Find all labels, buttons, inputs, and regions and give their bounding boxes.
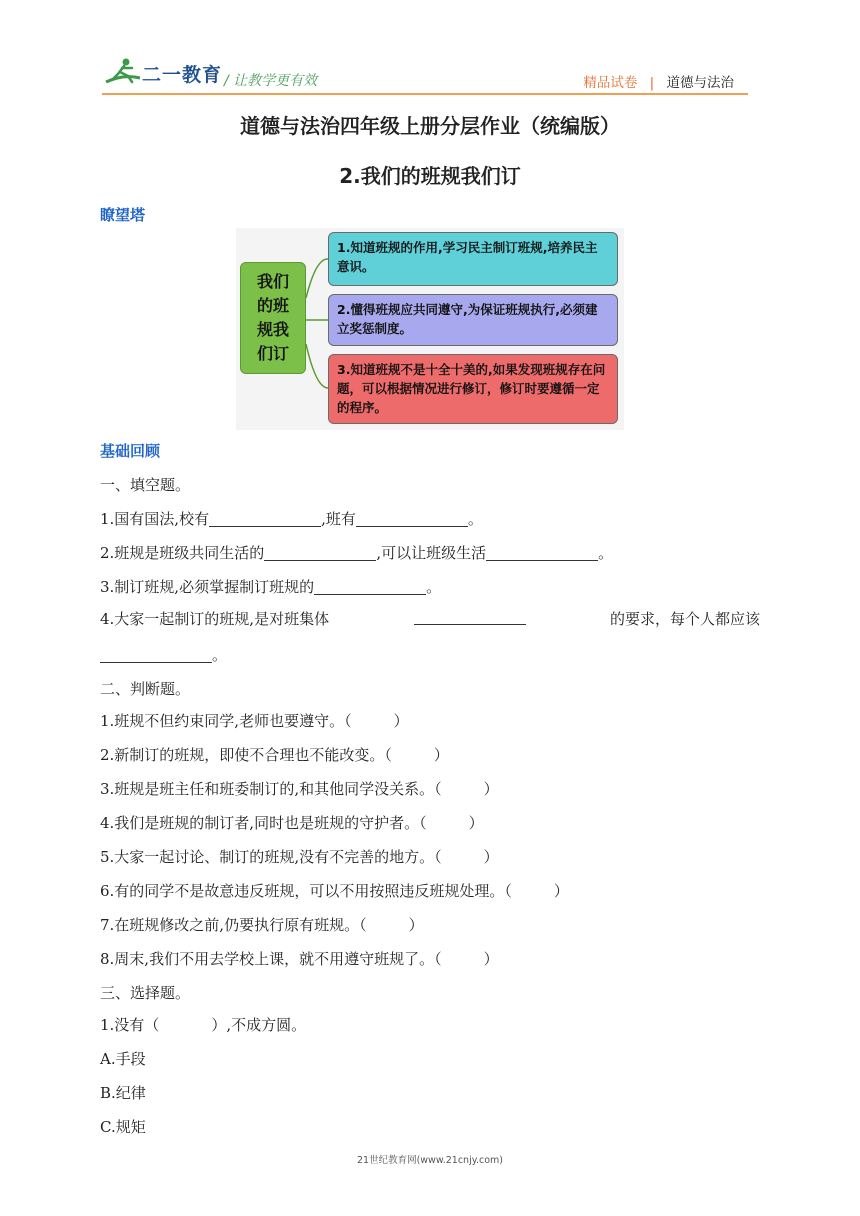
fill-q1-blank-2[interactable]: [356, 510, 468, 527]
choice-heading: 三、选择题。: [100, 984, 191, 1002]
judge-paren-open: （: [434, 950, 442, 968]
fill-q4-text-b: 的要求，每个人都应该: [609, 610, 760, 628]
fill-q1-text-a: 1.国有国法,校有: [100, 510, 210, 528]
choice-option-a[interactable]: A.手段: [100, 1050, 146, 1068]
judge-paren-open: （: [504, 882, 512, 900]
judge-paren-close: ）: [433, 746, 449, 764]
judge-item: [100, 846, 499, 867]
fill-q1-text-c: 。: [467, 510, 483, 528]
judge-item: [100, 948, 499, 969]
judge-item-text: 8.周末,我们不用去学校上课，就不用遵守班规了。: [100, 950, 435, 968]
judge-paren-open: （: [434, 780, 442, 798]
fill-q1-text-b: ,班有: [321, 510, 356, 528]
fill-q1-blank-1[interactable]: [209, 510, 321, 527]
mindmap-item-1: 1.知道班规的作用,学习民主制订班规,培养民主意识。: [328, 232, 618, 286]
header-slogan: / 让教学更有效: [224, 73, 318, 89]
fill-heading: 一、填空题。: [100, 476, 191, 494]
fill-q2-blank-2[interactable]: [486, 544, 598, 561]
choice-q1-text-a: 1.没有（: [100, 1016, 160, 1034]
mindmap: [236, 228, 624, 430]
section-lookout: 瞭望塔: [100, 206, 146, 224]
page-header: [0, 0, 860, 100]
judge-item-text: 7.在班规修改之前,仍要执行原有班规。: [100, 916, 360, 934]
judge-item-text: 3.班规是班主任和班委制订的,和其他同学没关系。: [100, 780, 435, 798]
fill-q2-blank-1[interactable]: [264, 544, 376, 561]
judge-paren-close: ）: [408, 916, 424, 934]
header-right: [583, 71, 734, 91]
fill-q4-text-c: 。: [212, 646, 228, 664]
lesson-title: 2.我们的班规我们订: [339, 164, 521, 188]
choice-q1: [100, 1014, 306, 1035]
header-divider: [102, 93, 748, 95]
judge-heading: 二、判断题。: [100, 680, 191, 698]
fill-q2-text-b: ,可以让班级生活: [376, 544, 487, 562]
fill-q4-cont: [100, 644, 227, 665]
judge-item: [100, 914, 424, 935]
judge-item: [100, 744, 449, 765]
mindmap-center: 我们的班规我们订: [240, 262, 306, 374]
judge-paren-close: ）: [483, 950, 499, 968]
judge-paren-open: （: [359, 916, 367, 934]
fill-q4-text-a: 4.大家一起制订的班规,是对班集体: [100, 610, 330, 628]
fill-q3-blank-1[interactable]: [314, 578, 426, 595]
header-subject: 道德与法治: [666, 75, 734, 91]
judge-paren-open: （: [434, 848, 442, 866]
judge-item-text: 2.新制订的班规，即使不合理也不能改变。: [100, 746, 385, 764]
fill-q1: [100, 508, 483, 529]
choice-option-b[interactable]: B.纪律: [100, 1084, 146, 1102]
header-separator: |: [649, 75, 655, 91]
judge-item: [100, 812, 484, 833]
section-basics: 基础回顾: [100, 442, 161, 460]
judge-item-text: 6.有的同学不是故意违反班规，可以不用按照违反班规处理。: [100, 882, 505, 900]
logo-text: 二一教育: [142, 64, 223, 86]
fill-q2-text-c: 。: [598, 544, 614, 562]
judge-paren-open: （: [344, 712, 352, 730]
judge-paren-close: ）: [553, 882, 569, 900]
judge-item: [100, 710, 409, 731]
fill-q3: [100, 576, 441, 597]
choice-option-c[interactable]: C.规矩: [100, 1118, 146, 1136]
fill-q4-blank-1[interactable]: [414, 608, 526, 625]
mindmap-item-3: 3.知道班规不是十全十美的,如果发现班规存在问题，可以根据情况进行修订，修订时要遵循一定的程序。: [328, 354, 618, 424]
choice-q1-text-b: ）,不成方圆。: [211, 1016, 307, 1034]
judge-item-text: 4.我们是班规的制订者,同时也是班规的守护者。: [100, 814, 420, 832]
page-footer: 21世纪教育网(www.21cnjy.com): [356, 1155, 503, 1166]
judge-paren-open: （: [419, 814, 427, 832]
fill-q4: [100, 608, 760, 629]
fill-q4-blank-2[interactable]: [100, 646, 212, 663]
judge-paren-close: ）: [468, 814, 484, 832]
page-title: 道德与法治四年级上册分层作业（统编版）: [240, 114, 620, 138]
fill-q3-text-a: 3.制订班规,必须掌握制订班规的: [100, 578, 315, 596]
header-tag: 精品试卷: [583, 75, 638, 91]
fill-q3-text-b: 。: [426, 578, 442, 596]
mindmap-item-2: 2.懂得班规应共同遵守,为保证班规执行,必须建立奖惩制度。: [328, 294, 618, 346]
fill-q2-text-a: 2.班规是班级共同生活的: [100, 544, 265, 562]
judge-paren-close: ）: [483, 848, 499, 866]
judge-item-text: 1.班规不但约束同学,老师也要遵守。: [100, 712, 345, 730]
fill-q2: [100, 542, 613, 563]
judge-item: [100, 778, 499, 799]
judge-item-text: 5.大家一起讨论、制订的班规,没有不完善的地方。: [100, 848, 435, 866]
judge-paren-close: ）: [483, 780, 499, 798]
judge-paren-close: ）: [393, 712, 409, 730]
judge-item: [100, 880, 569, 901]
judge-paren-open: （: [384, 746, 392, 764]
